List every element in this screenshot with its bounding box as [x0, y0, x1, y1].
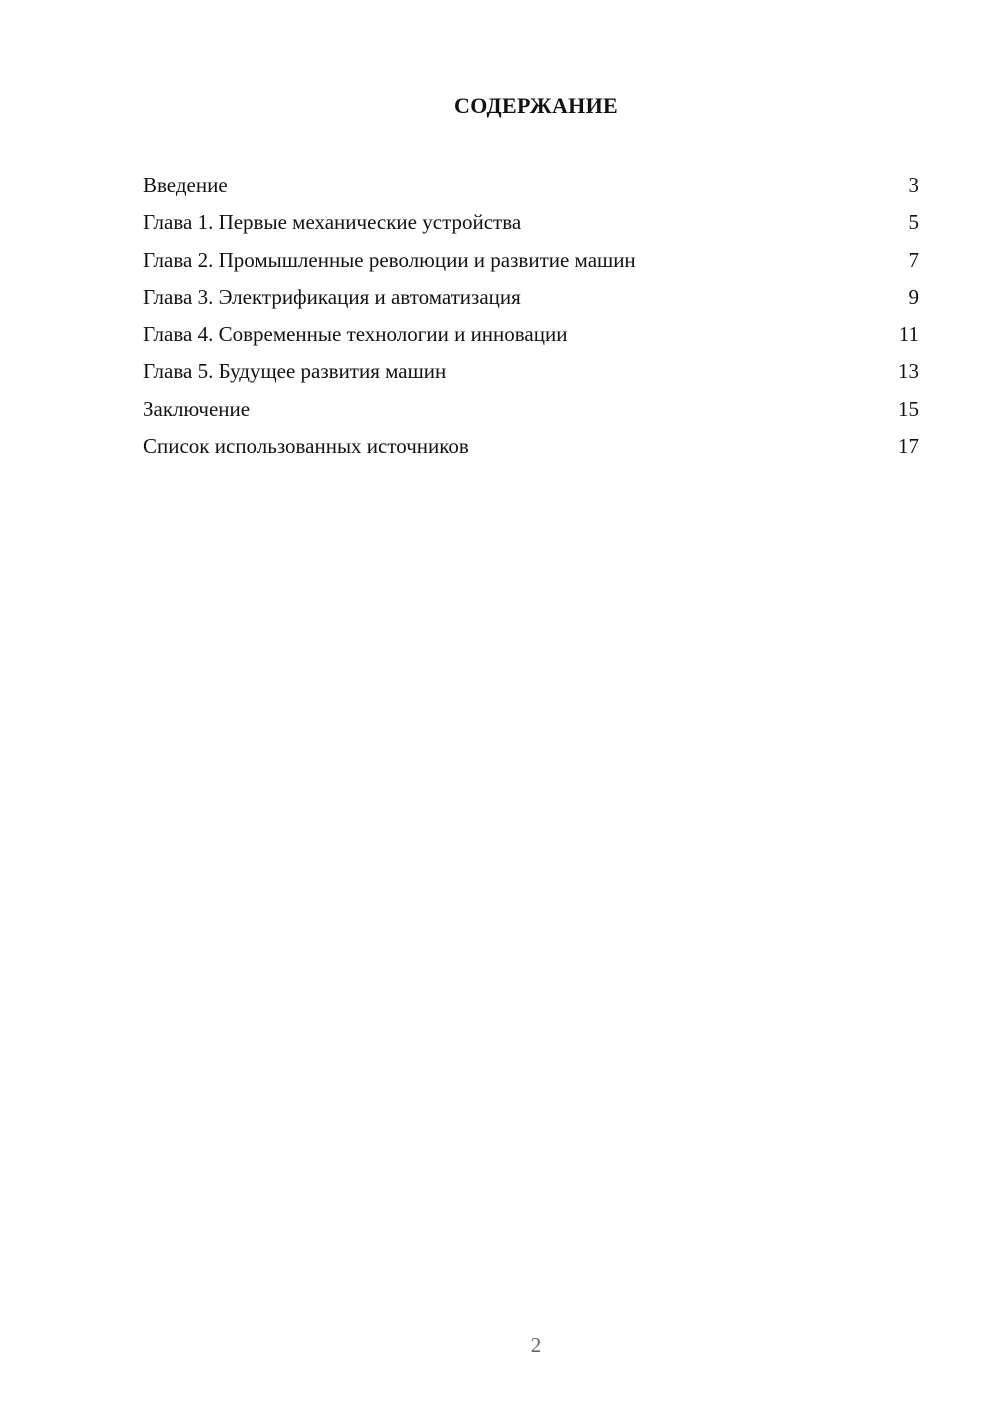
toc-entry-chapter-1[interactable] [143, 204, 919, 241]
toc-entry-label: Глава 1. Первые механические устройства [143, 210, 522, 235]
toc-entry-page: 17 [898, 434, 919, 459]
toc-entry-label: Глава 4. Современные технологии и инновации [143, 322, 568, 347]
toc-entry-chapter-5[interactable] [143, 353, 919, 390]
toc-entry-label: Глава 3. Электрификация и автоматизация [143, 284, 521, 309]
toc-entry-references[interactable] [143, 428, 919, 465]
toc-entry-page: 15 [898, 396, 919, 421]
toc-entry-page: 11 [898, 322, 919, 347]
toc-entry-label: Глава 5. Будущее развития машин [143, 359, 447, 384]
toc-entry-label: Список использованных источников [143, 434, 469, 459]
toc-entry-label: Глава 2. Промышленные революции и развитие машин [143, 247, 636, 272]
toc-entry-page: 9 [908, 284, 919, 309]
toc-entry-page: 13 [898, 359, 919, 384]
toc-title: СОДЕРЖАНИЕ [454, 93, 618, 118]
toc-entry-conclusion[interactable] [143, 391, 919, 428]
toc-entry-label: Заключение [143, 396, 251, 421]
toc-entry-label: Введение [143, 173, 228, 197]
page-number: 2 [530, 1333, 542, 1357]
table-of-contents [143, 167, 919, 465]
toc-entry-page: 3 [908, 173, 919, 197]
toc-entry-chapter-4[interactable] [143, 316, 919, 353]
toc-entry-introduction[interactable] [143, 167, 919, 204]
toc-entry-page: 7 [908, 247, 919, 272]
toc-entry-chapter-3[interactable] [143, 279, 919, 316]
toc-entry-page: 5 [908, 210, 919, 235]
toc-entry-chapter-2[interactable] [143, 242, 919, 279]
